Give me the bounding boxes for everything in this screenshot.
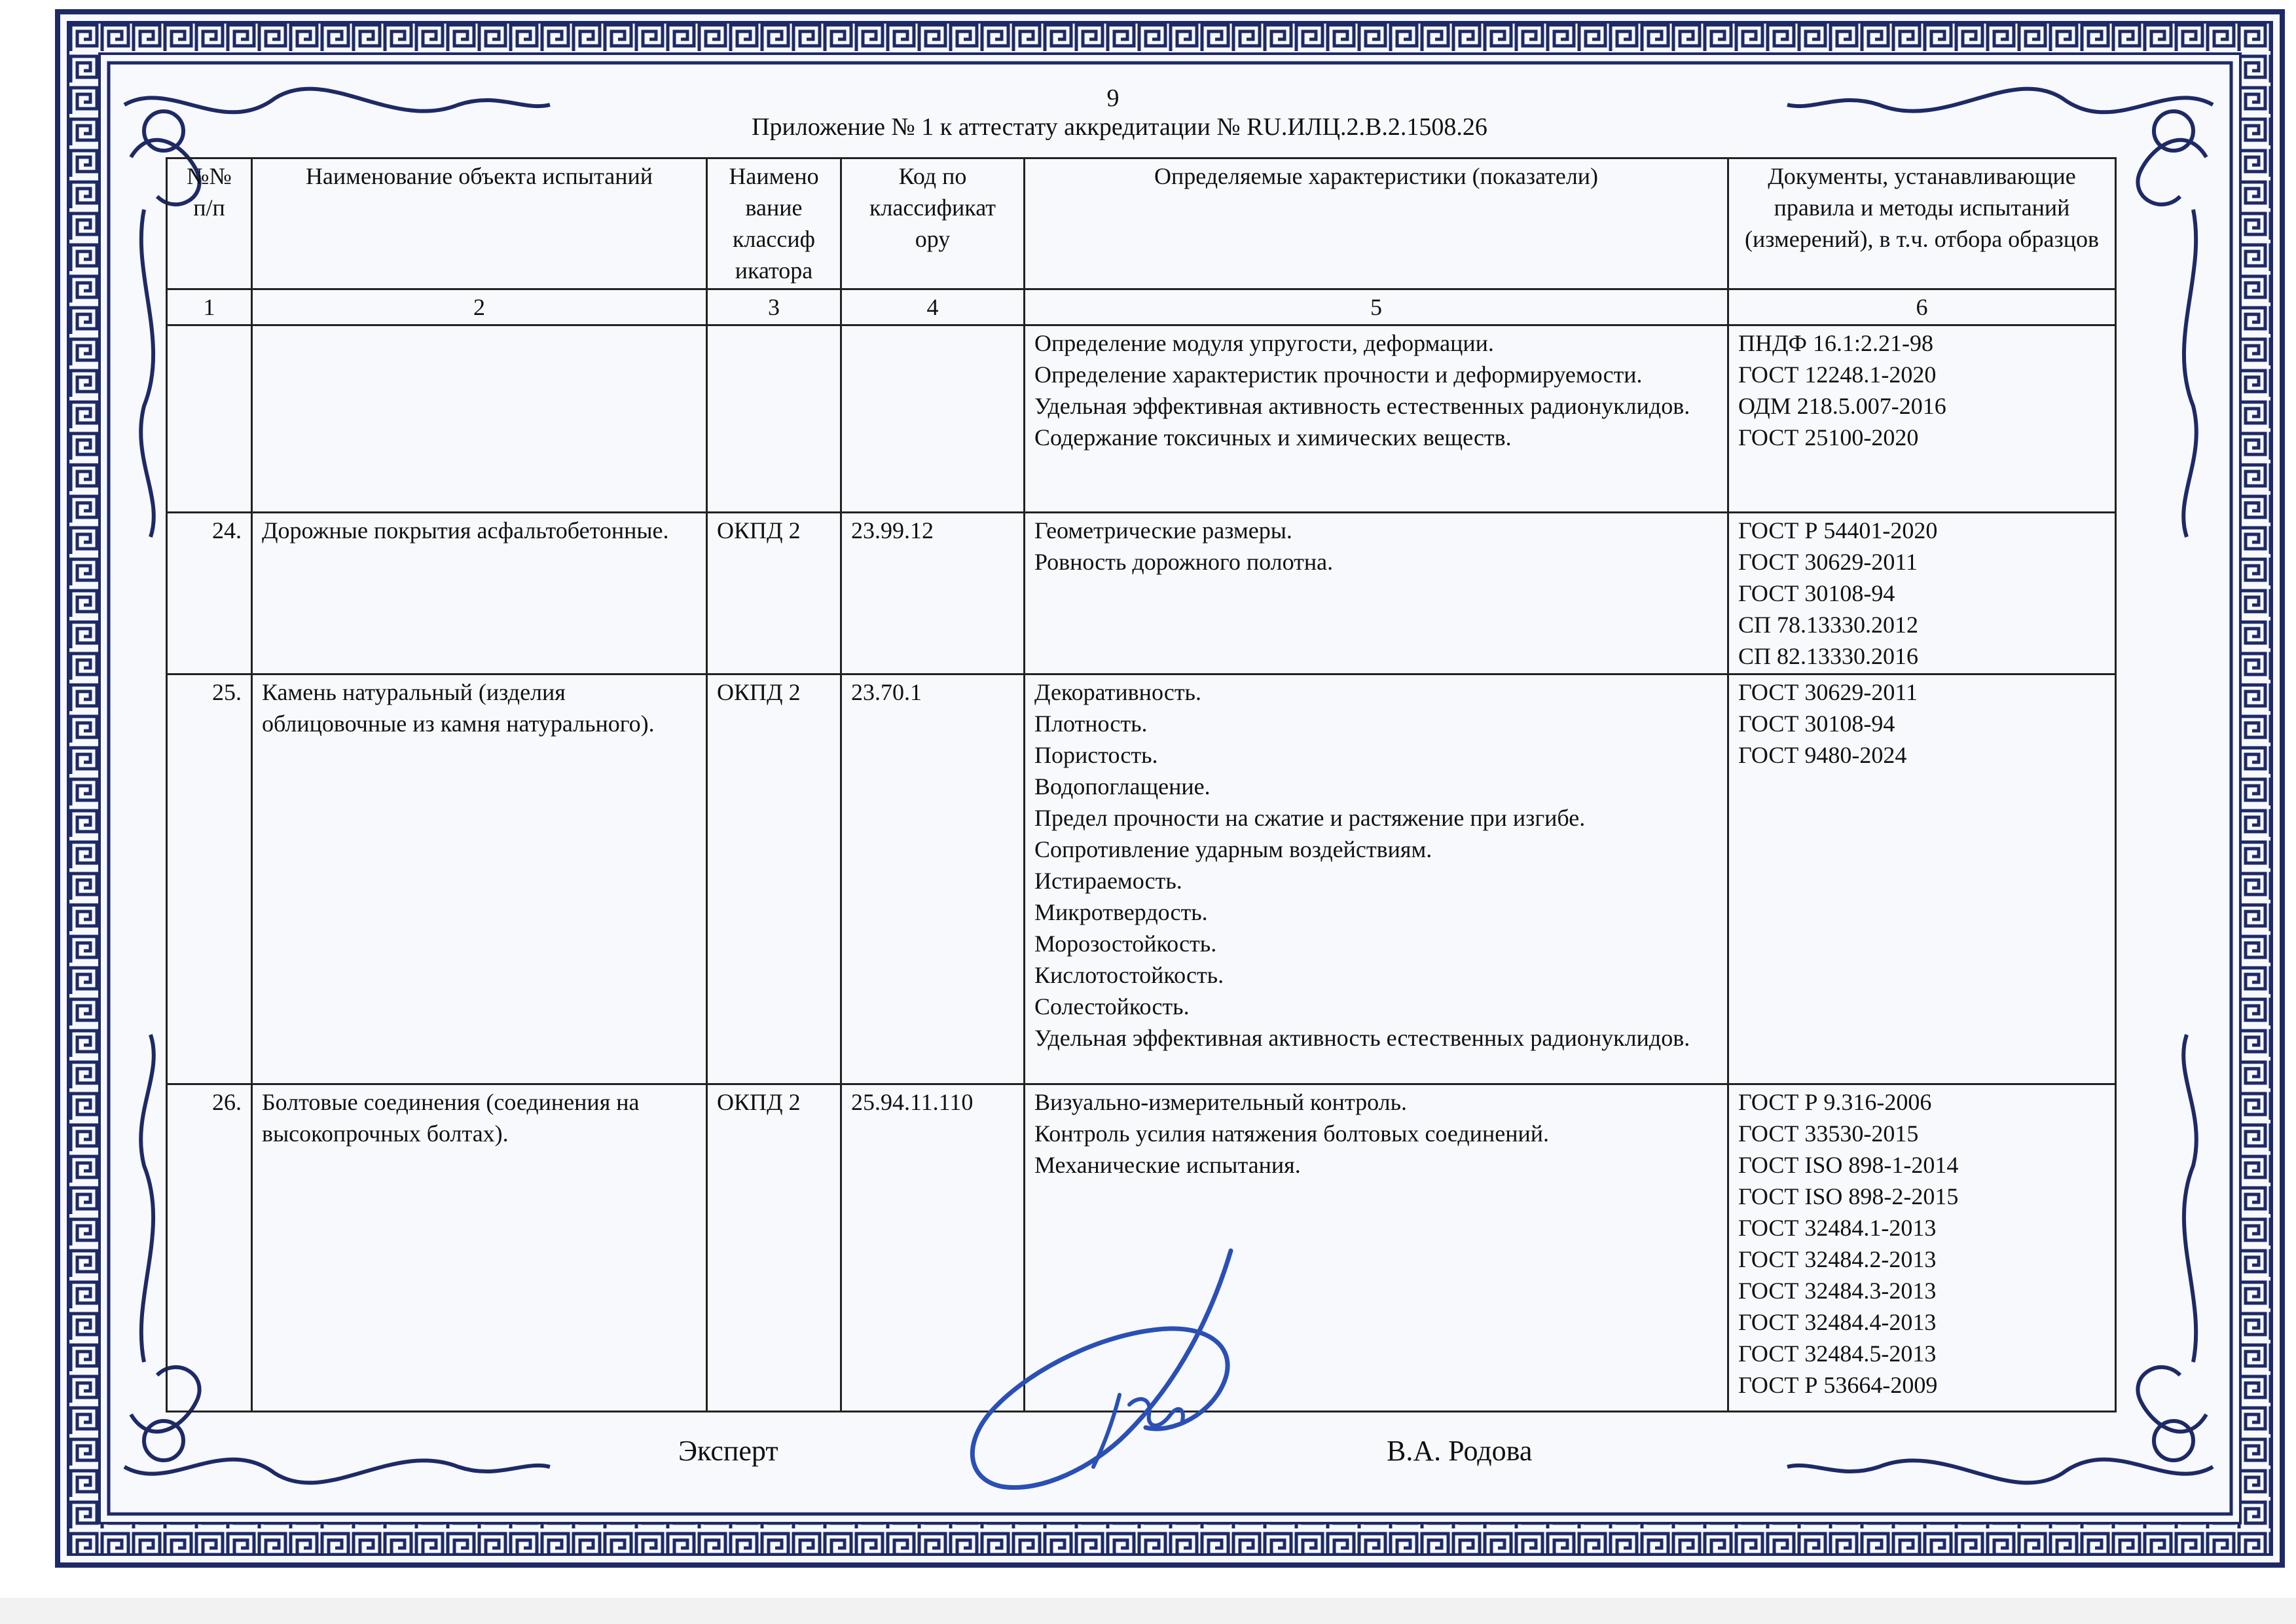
table-row <box>167 513 2116 674</box>
characteristics: Визуально-измерительный контроль. Контроль усилия натяжения болтовых соединений. Механические испытания. <box>1025 1084 1728 1412</box>
handwritten-signature <box>962 1238 1303 1513</box>
expert-name: В.А. Родова <box>1387 1435 1533 1467</box>
test-object: Болтовые соединения (соединения на высокопрочных болтах). <box>252 1084 707 1412</box>
column-number: 2 <box>252 289 707 325</box>
documents: ГОСТ Р 9.316-2006 ГОСТ 33530-2015 ГОСТ ISO 898-1-2014 ГОСТ ISO 898-2-2015 ГОСТ 32484.1-2013 ГОСТ 32484.2-2013 ГОСТ 32484.3-2013 ГОСТ 32484.4-2013 ГОСТ 32484.5-2013 ГОСТ Р 53664-2009 <box>1728 1084 2116 1412</box>
documents: ГОСТ Р 54401-2020 ГОСТ 30629-2011 ГОСТ 30108-94 СП 78.13330.2012 СП 82.13330.2016 <box>1728 513 2116 674</box>
table-row <box>167 674 2116 1084</box>
expert-role: Эксперт <box>678 1435 778 1467</box>
header-cell: Определяемые характеристики (показатели) <box>1025 158 1728 289</box>
row-index: 26. <box>167 1084 252 1412</box>
characteristics: Определение модуля упругости, деформации. Определение характеристик прочности и деформируемости. Удельная эффективная активность естественных радионуклидов. Содержание токсичных и химических веществ. <box>1025 325 1728 513</box>
row-index <box>167 325 252 513</box>
column-number: 5 <box>1025 289 1728 325</box>
characteristics: Геометрические размеры. Ровность дорожного полотна. <box>1025 513 1728 674</box>
classifier-code: 25.94.11.110 <box>841 1084 1025 1412</box>
scan-margin <box>0 1598 2296 1624</box>
header-cell: Наименование объекта испытаний <box>252 158 707 289</box>
row-index: 25. <box>167 674 252 1084</box>
documents: ГОСТ 30629-2011 ГОСТ 30108-94 ГОСТ 9480-2024 <box>1728 674 2116 1084</box>
column-number: 1 <box>167 289 252 325</box>
documents: ПНДФ 16.1:2.21-98 ГОСТ 12248.1-2020 ОДМ 218.5.007-2016 ГОСТ 25100-2020 <box>1728 325 2116 513</box>
characteristics: Декоративность. Плотность. Пористость. Водопоглащение. Предел прочности на сжатие и растяжение при изгибе. Сопротивление ударным воздействиям. Истираемость. Микротвердость. Морозостойкость. Кислотостойкость. Солестойкость. Удельная эффективная активность естественных радионуклидов. <box>1025 674 1728 1084</box>
test-object: Дорожные покрытия асфальтобетонные. <box>252 513 707 674</box>
row-index: 24. <box>167 513 252 674</box>
accreditation-table <box>166 157 2117 1412</box>
column-number: 4 <box>841 289 1025 325</box>
classifier-code <box>841 325 1025 513</box>
table-row <box>167 325 2116 513</box>
classifier: ОКПД 2 <box>707 1084 841 1412</box>
test-object <box>252 325 707 513</box>
page-number: 9 <box>1106 84 1120 112</box>
column-number-row <box>167 289 2116 325</box>
classifier: ОКПД 2 <box>707 674 841 1084</box>
document-title: Приложение № 1 к аттестату аккредитации № RU.ИЛЦ.2.В.2.1508.26 <box>752 113 1487 141</box>
classifier <box>707 325 841 513</box>
classifier-code: 23.99.12 <box>841 513 1025 674</box>
header-cell: Документы, устанавливающие правила и методы испытаний (измерений), в т.ч. отбора образцов <box>1728 158 2116 289</box>
header-cell: Наимено вание классиф икатора <box>707 158 841 289</box>
table-header-row <box>167 158 2116 289</box>
header-cell: №№ п/п <box>167 158 252 289</box>
column-number: 3 <box>707 289 841 325</box>
column-number: 6 <box>1728 289 2116 325</box>
header-cell: Код по классификат ору <box>841 158 1025 289</box>
test-object: Камень натуральный (изделия облицовочные из камня натурального). <box>252 674 707 1084</box>
classifier-code: 23.70.1 <box>841 674 1025 1084</box>
classifier: ОКПД 2 <box>707 513 841 674</box>
